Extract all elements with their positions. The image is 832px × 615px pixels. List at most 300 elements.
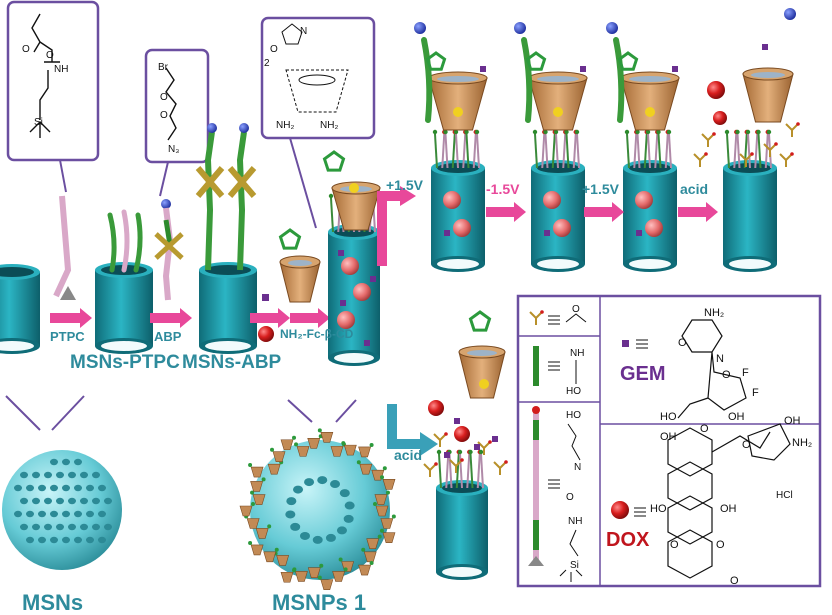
ptpc-linker-display <box>56 196 68 296</box>
gem-n: N <box>716 353 724 365</box>
ptpc-o-label: O <box>46 50 54 61</box>
dox-ho: HO <box>650 503 667 515</box>
acid-cylinder <box>436 480 488 580</box>
linker-tip <box>458 450 462 454</box>
cylinder-bottom-inner <box>442 567 482 577</box>
msns-pore <box>14 511 22 517</box>
msnps1-caption: MSNPs 1 <box>272 590 367 615</box>
cylinder-bottom-inner <box>334 353 374 363</box>
abp-o2-label: O <box>160 110 168 121</box>
abp-o1-label: O <box>160 92 168 103</box>
plus15-a-label: +1.5V <box>386 177 423 193</box>
msnps1-green-mark <box>386 491 390 495</box>
cd-nh2-a: NH₂ <box>276 120 295 131</box>
abp-top-ball-1 <box>239 123 249 133</box>
msnps1-green-mark <box>251 502 255 506</box>
msns-pore <box>74 511 82 517</box>
acid-gem-sq-0 <box>454 418 460 424</box>
msnps1-pore <box>337 526 347 534</box>
ptpc-nh-label: NH <box>54 64 69 75</box>
gem-loaded-0 <box>338 250 344 256</box>
ptpc-arrow <box>50 308 92 328</box>
linker-tip <box>625 130 629 134</box>
dox-nh2: NH₂ <box>792 437 813 449</box>
msnps1-pore <box>300 532 310 540</box>
top-cyl-3-dox-0 <box>635 191 653 209</box>
msnps1-pore <box>345 502 355 510</box>
msnps1-green-mark <box>370 561 374 565</box>
abp-stalk-1 <box>240 132 244 270</box>
arrow-head <box>278 308 290 328</box>
msns-sphere <box>2 450 122 570</box>
cd-callout-line <box>290 138 316 228</box>
linker-tip <box>329 194 333 198</box>
msns-abp-cylinder <box>199 262 257 354</box>
msns-pore <box>38 485 46 491</box>
surface-linker <box>535 134 537 168</box>
dox-loaded-0 <box>341 257 359 275</box>
surface-linker <box>435 134 437 168</box>
acid-gem-2 <box>494 460 508 475</box>
msns-pore <box>86 485 94 491</box>
msns-pore <box>98 485 106 491</box>
cd-o-label: O <box>270 44 278 55</box>
msns-pore <box>50 511 58 517</box>
legend-gem-square <box>622 340 629 347</box>
msns-pore <box>20 472 28 478</box>
top-cyl-2-gem <box>544 230 550 236</box>
cylinder-bottom-inner <box>205 341 251 351</box>
msns-pore <box>32 524 40 530</box>
gem-o2: O <box>722 369 731 381</box>
abp-top-ball-0 <box>207 123 217 133</box>
cylinder-bottom-inner <box>629 259 671 269</box>
cd-n-label: N <box>300 26 308 37</box>
cd-arrow-b <box>290 308 330 328</box>
ptpc-si-label: Si <box>34 117 43 128</box>
fc-yellow-ball <box>349 183 359 193</box>
linker-tip <box>667 130 671 134</box>
gem-o <box>750 152 754 156</box>
arrow-shaft <box>486 207 516 217</box>
abp-step-label: ABP <box>154 329 182 344</box>
dox-label: DOX <box>606 529 650 551</box>
gem-o <box>488 440 492 444</box>
ferrocene-plate <box>288 260 312 266</box>
gem-o <box>774 142 778 146</box>
cyclodextrin-cup <box>743 74 793 122</box>
msns-pore <box>32 472 40 478</box>
msns-pore <box>32 498 40 504</box>
msns-pore <box>92 498 100 504</box>
gem-o <box>712 132 716 136</box>
msns-pore <box>44 498 52 504</box>
dox-ome: O <box>730 575 739 587</box>
msnps1-cup-mark <box>383 533 395 543</box>
ferrocene-plate <box>537 76 579 82</box>
msnps1-pore <box>293 486 303 494</box>
acid-top-arrow <box>678 202 718 222</box>
linker-tip <box>756 130 760 134</box>
msnps1-green-mark <box>370 443 374 447</box>
msns-pore <box>80 498 88 504</box>
dox-o-top: O <box>700 423 709 435</box>
msns-pore <box>26 537 34 543</box>
msns-pore <box>74 459 82 465</box>
top-cyl-2-cup <box>529 72 587 130</box>
cd-pentagon-small <box>280 230 299 248</box>
msns-pore <box>68 472 76 478</box>
msnps1-green-mark <box>267 524 271 528</box>
top-cyl-3-fc <box>645 107 655 117</box>
msns-callout <box>6 396 84 430</box>
cyclodextrin-cup <box>429 78 487 130</box>
released-dox-a <box>707 81 725 99</box>
msnps1-pore <box>326 534 336 542</box>
cyclodextrin-cup <box>621 78 679 130</box>
cylinder-pore <box>205 265 251 275</box>
msnps1-green-mark <box>341 441 345 445</box>
top-cyl-3-tether-ball <box>606 22 618 34</box>
gem-loaded-3 <box>364 340 370 346</box>
top-cyl-1-gem <box>444 230 450 236</box>
top-cyl-1-dox-0 <box>443 191 461 209</box>
minus15-arrow <box>486 202 526 222</box>
msnps1-green-mark <box>383 466 387 470</box>
bent-arrow-down <box>392 404 424 444</box>
msnps1-green-mark <box>275 548 279 552</box>
msnps1-pore <box>344 515 354 523</box>
msns-pore <box>80 472 88 478</box>
msns-pore <box>86 511 94 517</box>
top-cyl-1 <box>431 160 485 272</box>
linker-tip <box>479 450 483 454</box>
ptpc-stalk-b <box>124 212 127 270</box>
msnps1-green-mark <box>318 576 322 580</box>
released-gem-4 <box>694 152 708 167</box>
msnps1-cup-mark <box>251 545 263 555</box>
msnps1-green-mark <box>361 548 365 552</box>
bent-arrow-up <box>382 196 404 266</box>
hcl-label: HCl <box>776 490 793 501</box>
msns-pore <box>86 537 94 543</box>
msnps1-green-mark <box>339 558 343 562</box>
legend-o-label: O <box>572 304 580 315</box>
linker-tip <box>725 130 729 134</box>
dox-oh-sugar: OH <box>784 415 801 427</box>
minus15-label: -1.5V <box>486 181 520 197</box>
gem-nh2: NH₂ <box>704 307 725 319</box>
msns-abp-caption: MSNs-ABP <box>182 352 282 373</box>
top-cyl-1-fc <box>453 107 463 117</box>
acid-gem-sq-2 <box>444 452 450 458</box>
surface-linker <box>331 198 333 232</box>
gem-f1: F <box>742 367 749 379</box>
plus15-b-label: +1.5V <box>582 181 619 197</box>
ferrocene-plate <box>467 350 497 356</box>
abp-stalk-0 <box>208 132 212 270</box>
gem-ho: HO <box>660 411 677 423</box>
msns-pore <box>44 524 52 530</box>
released-gem-sq <box>762 44 768 50</box>
msns-pore <box>56 498 64 504</box>
linker-tip <box>575 130 579 134</box>
arrow-shaft <box>50 313 82 323</box>
acid-cup <box>459 346 505 398</box>
acid-gem-sq-3 <box>492 436 498 442</box>
acid-bottom-label: acid <box>394 447 423 463</box>
legend-ho-label: HO <box>566 386 581 397</box>
arrow-shaft <box>584 207 614 217</box>
gem-arm <box>702 134 708 140</box>
top-cyl-4 <box>723 160 777 272</box>
legend-o2: O <box>566 492 574 503</box>
cylinder-body <box>95 270 153 346</box>
cylinder-body <box>0 272 40 346</box>
cylinder-body <box>623 168 677 264</box>
legend-dox-ball <box>611 501 629 519</box>
msnps1-callout <box>288 400 356 422</box>
acid-gem-3 <box>424 462 438 477</box>
msns-pore <box>62 485 70 491</box>
msnps1-green-mark <box>373 502 377 506</box>
linker-tip <box>746 130 750 134</box>
abp-n3-label: N₃ <box>168 144 180 155</box>
gem-arm <box>780 154 786 160</box>
msns-pore <box>56 524 64 530</box>
msns-pore <box>20 498 28 504</box>
nh2-fc-cd-label: NH₂-Fc-β-CD <box>280 327 354 341</box>
top-cyl-1-cup <box>429 72 487 130</box>
top-cyl-3 <box>623 160 677 272</box>
linker-tip <box>433 130 437 134</box>
cylinder-body <box>723 168 777 264</box>
msnps1-pore <box>286 497 296 505</box>
ptpc-step-label: PTPC <box>50 329 85 344</box>
top-cyl-2-tether <box>524 40 529 120</box>
plus15-b-arrow <box>584 202 624 222</box>
msnps1-cup-mark <box>321 580 333 590</box>
gem-o <box>704 152 708 156</box>
surface-linker <box>627 134 629 168</box>
gem-o <box>504 460 508 464</box>
ferrocene-plate <box>629 76 671 82</box>
msns-pore <box>50 459 58 465</box>
gem-o <box>444 432 448 436</box>
msns-pore <box>14 485 22 491</box>
gem-arm <box>424 464 430 470</box>
top-cyl-2-dox-0 <box>543 191 561 209</box>
dox-oh-top: OH <box>660 431 677 443</box>
acid-pentagon <box>470 312 489 330</box>
linker-tip <box>475 130 479 134</box>
gem-loaded-1 <box>370 276 376 282</box>
msnps1-green-mark <box>248 463 252 467</box>
msns-cylinder <box>0 264 40 354</box>
msns-pore <box>62 459 70 465</box>
top-cyl-3-tether <box>616 40 621 120</box>
msns-pore <box>26 511 34 517</box>
dox-loaded-1 <box>353 283 371 301</box>
top-cyl-2-gem-out <box>580 66 586 72</box>
msns-pore <box>62 511 70 517</box>
acid-dox-b <box>454 426 470 442</box>
msnps1-green-mark <box>318 428 322 432</box>
msns-pore <box>56 472 64 478</box>
ptpc-structure-frame <box>8 2 98 160</box>
msnps1-green-mark <box>380 529 384 533</box>
released-gem-5 <box>780 152 794 167</box>
cylinder-body <box>431 168 485 264</box>
surface-linker <box>727 134 729 168</box>
top-cyl-3-dox-1 <box>645 219 663 237</box>
top-cyl-3-gem <box>636 230 642 236</box>
msnps1-cup-mark <box>333 571 345 581</box>
cylinder-bottom-inner <box>729 259 771 269</box>
gem-o <box>796 122 800 126</box>
msns-pore <box>92 524 100 530</box>
released-cup <box>743 68 793 122</box>
msns-pore <box>20 524 28 530</box>
msnps1-green-mark <box>292 436 296 440</box>
cylinder-bottom-inner <box>101 341 147 351</box>
acid-gem-sq-1 <box>474 444 480 450</box>
msns-pore <box>74 485 82 491</box>
msnps1-green-mark <box>392 514 396 518</box>
legend-nh-label: NH <box>570 348 585 359</box>
msns-pore <box>50 485 58 491</box>
arrow-head <box>80 308 92 328</box>
gem-arm <box>694 154 700 160</box>
gem-arm <box>494 462 500 468</box>
top-cyl-1-tether-ball <box>414 22 426 34</box>
gem-square-loading <box>262 294 269 301</box>
linker-tip <box>437 450 441 454</box>
cyclodextrin-cup <box>529 78 587 130</box>
msns-pore <box>74 537 82 543</box>
cyclodextrin-cup <box>459 352 505 398</box>
msnps1-pore <box>317 476 327 484</box>
msnps1-green-mark <box>262 477 266 481</box>
gem-arm <box>434 434 440 440</box>
gem-arm <box>786 124 792 130</box>
arrow-head <box>612 202 624 222</box>
msnps1-pentagon <box>324 152 343 170</box>
legend-red-tip <box>532 406 540 414</box>
top-cyl-1-gem-out <box>480 66 486 72</box>
arrow-head <box>706 202 718 222</box>
top-cyl-2 <box>531 160 585 272</box>
msnps1-green-mark <box>294 442 298 446</box>
dox-ball-loading <box>258 326 274 342</box>
top-cyl-1-dox-1 <box>453 219 471 237</box>
msns-pore <box>38 511 46 517</box>
arrow-shaft <box>250 313 280 323</box>
legend-ho2: HO <box>566 410 581 421</box>
linker-tip <box>767 130 771 134</box>
top-cyl-2-fc <box>553 107 563 117</box>
gem-loaded-2 <box>340 300 346 306</box>
msns-pore <box>98 537 106 543</box>
ferrocene-plate <box>751 72 785 78</box>
released-dox-b <box>713 111 727 125</box>
released-gem-2 <box>786 122 800 137</box>
msns-pore <box>68 498 76 504</box>
gem-o <box>460 458 464 462</box>
msns-pore <box>92 472 100 478</box>
top-cyl-2-tether-ball <box>514 22 526 34</box>
gem-o <box>434 462 438 466</box>
gem-oh: OH <box>728 411 745 423</box>
gem-o1: O <box>678 337 687 349</box>
cylinder-body <box>531 168 585 264</box>
cd-cup-small <box>280 256 320 302</box>
surface-linker <box>439 454 441 488</box>
msns-pore <box>68 524 76 530</box>
msnps1-cup-mark <box>295 571 307 581</box>
msns-pore <box>104 498 112 504</box>
msnps1-green-mark <box>270 448 274 452</box>
top-cyl-3-cup <box>621 72 679 130</box>
top-cyl-3-gem-out <box>672 66 678 72</box>
cylinder-bottom-inner <box>537 259 579 269</box>
msns-pore <box>26 485 34 491</box>
released-gem-0 <box>702 132 716 147</box>
legend-n-label: N <box>574 462 582 473</box>
msns-pore <box>44 472 52 478</box>
ptpc-stalk-c <box>136 215 140 270</box>
acid-fc <box>479 379 489 389</box>
cylinder-body <box>199 270 257 346</box>
cd-nh2-b: NH₂ <box>320 120 339 131</box>
legend-si: Si <box>570 560 579 571</box>
gem-o <box>790 152 794 156</box>
msnps1-pore <box>330 480 340 488</box>
abp-br-label: Br <box>158 62 168 73</box>
msnps1-green-mark <box>292 568 296 572</box>
msnps1-pore <box>313 536 323 544</box>
msnps1-cup-mark <box>359 565 371 575</box>
legend-nh2: NH <box>568 516 583 527</box>
msnps1-pore <box>304 478 314 486</box>
arrow-shaft <box>678 207 708 217</box>
ptpc-stalk-a <box>110 215 114 270</box>
ptpc-callout-line <box>60 160 66 192</box>
dox-oh-mid: OH <box>720 503 737 515</box>
acid-top-label: acid <box>680 181 709 197</box>
gem-f2: F <box>752 387 759 399</box>
msns-pore <box>62 537 70 543</box>
msnps1-pore <box>285 510 295 518</box>
gem-label: GEM <box>620 363 666 385</box>
top-cyl-2-dox-1 <box>553 219 571 237</box>
dox-o-link: O <box>742 439 751 451</box>
msns-ptpc-caption: MSNs-PTPC <box>70 352 180 373</box>
msns-pore <box>98 511 106 517</box>
msnps1-pore <box>340 489 350 497</box>
msns-ptpc-cylinder <box>95 262 153 354</box>
acid-dox-a <box>428 400 444 416</box>
msnps1-pore <box>290 523 300 531</box>
msnps1-green-mark <box>357 460 361 464</box>
msns-pore <box>80 524 88 530</box>
msns-pore <box>104 524 112 530</box>
gem-o <box>540 310 544 314</box>
linker-tip <box>533 130 537 134</box>
msnps1-green-mark <box>248 541 252 545</box>
msnps1-cup-mark <box>281 572 293 582</box>
msnps1-green-mark <box>319 564 323 568</box>
